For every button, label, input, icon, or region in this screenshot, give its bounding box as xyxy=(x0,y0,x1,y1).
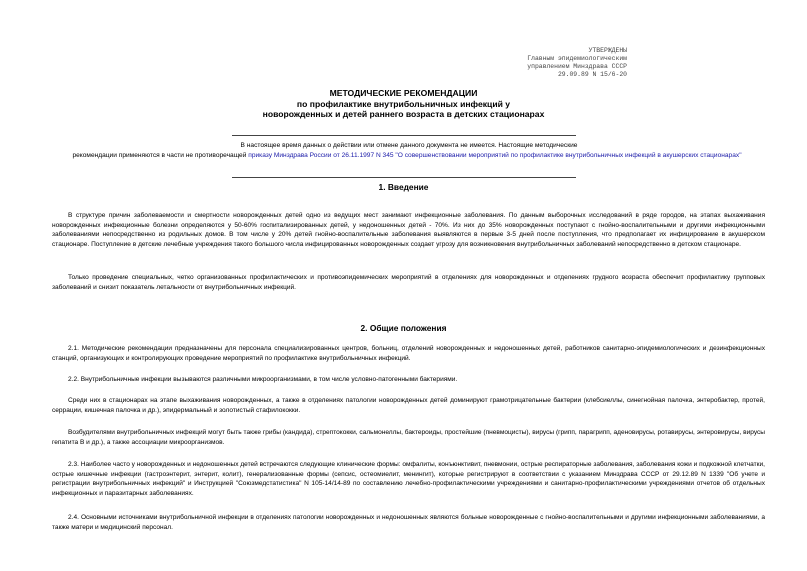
section-heading-general: 2. Общие положения xyxy=(360,323,447,333)
notice-line: В настоящее время данных о действии или отмене данного документа не имеется. Настоящие методические xyxy=(240,142,578,149)
paragraph: 2.1. Методические рекомендации предназначены для персонала специализированных центров, больниц, отделений новорожденных и недоношенных детей, работников санитарно-эпидемиологических и дезинфекционных станций, организующих и контролирующих проведение мероприятий по профилактике внутрибольничных инфекций. xyxy=(52,345,765,362)
approval-line: УТВЕРЖДЕНЫ xyxy=(588,47,627,54)
paragraph: Возбудителями внутрибольничных инфекций могут быть также грибы (кандида), стрептококки, сальмонеллы, бактероиды, простейшие (пневмоцисты), вирусы (грипп, парагрипп, аденовирусы, ротавирусы, энтеровирусы, вирусы гепатита В и др.), а также ассоциации микроорганизмов. xyxy=(52,429,765,446)
status-notice xyxy=(62,141,752,160)
notice-prefix: рекомендации применяются в части не противоречащей xyxy=(72,151,249,159)
approval-line: 29.09.89 N 15/6-20 xyxy=(557,71,627,78)
divider-bottom xyxy=(232,177,576,178)
approval-stamp xyxy=(507,47,627,79)
title-line-1: МЕТОДИЧЕСКИЕ РЕКОМЕНДАЦИИ xyxy=(329,88,478,98)
document-title xyxy=(0,88,807,120)
section-heading-introduction: 1. Введение xyxy=(378,182,429,192)
paragraph: 2.3. Наиболее часто у новорожденных и недоношенных детей встречаются следующие клинические формы: омфалиты, конъюнктивит, пневмонии, острые респираторные заболевания, заболевания кожи и подкожной клетчатки, острые кишечные инфекции (гастроэнтерит, энтерит, колит), генерализованные формы (сепсис, остеомиелит, менингит), которые регистрируют в соответствии с указанием Минздрава СССР от 29.12.89 N 1339 "Об учете и регистрации внутрибольничных инфекций" и Инструкцией "Союзмедстатистика" N 105-14/14-89 по составлению лечебно-профилактическими учреждениями и санитарно-профилактическими учреждениями отчетов об отдельных инфекционных и паразитарных заболеваниях. xyxy=(52,461,765,497)
paragraph: Среди них в стационарах на этапе выхаживания новорожденных, а также в отделениях патологии новорожденных детей доминируют грамотрицательные бактерии (клебсиеллы, синегнойная палочка, энтеробактер, протей, серрации, кишечная палочка и др.), эпидермальный и золотистый стафилококки. xyxy=(52,397,765,414)
paragraph: В структуре причин заболеваемости и смертности новорожденных детей одно из ведущих мест занимают инфекционные заболевания. По данным выборочных исследований в ряде городов, на этапах выхаживания новорожденных инфекционные болезни определяются у 50-60% госпитализированных детей, у недоношенных детей - 70%. Из них до 35% новорожденных поступают с гнойно-воспалительными и другими инфекционными заболеваниями непосредственно из родильных домов. В том числе у 20% детей гнойно-воспалительные заболевания выявляются в первые 3-5 дней после поступления, что предполагает их инфицирование в акушерском стационаре. Поступление в детские лечебные учреждения такого большого числа инфицированных новорожденных создает угрозу для возникновения внутрибольничных заболеваний непосредственно в детском стационаре. xyxy=(52,212,765,248)
title-line-2: по профилактике внутрибольничных инфекций у xyxy=(296,98,511,109)
approval-line: управлением Минздрава СССР xyxy=(527,63,627,70)
paragraph: Только проведение специальных, четко организованных профилактических и противоэпидемических мероприятий в отделениях для новорожденных и отделениях грудного возраста обеспечит профилактику групповых заболеваний и снизит показатель летальности от внутрибольничных инфекций. xyxy=(52,274,765,291)
title-line-3: новорожденных и детей раннего возраста в детских стационарах xyxy=(262,109,545,119)
divider-top xyxy=(232,135,576,136)
order-345-link[interactable]: приказу Минздрава России от 26.11.1997 N 345 "О совершенствовании мероприятий по профилактике внутрибольничных инфекций в акушерских стационарах" xyxy=(248,151,742,159)
paragraph: 2.2. Внутрибольничные инфекции вызываются различными микроорганизмами, в том числе условно-патогенными бактериями. xyxy=(68,376,458,383)
paragraph: 2.4. Основными источниками внутрибольничной инфекции в отделениях патологии новорожденных и недоношенных являются больные новорожденные с гнойно-воспалительными и другими инфекционными заболеваниями, а также матери и медицинский персонал. xyxy=(52,514,765,531)
approval-line: Главным эпидемиологическим xyxy=(527,55,627,62)
